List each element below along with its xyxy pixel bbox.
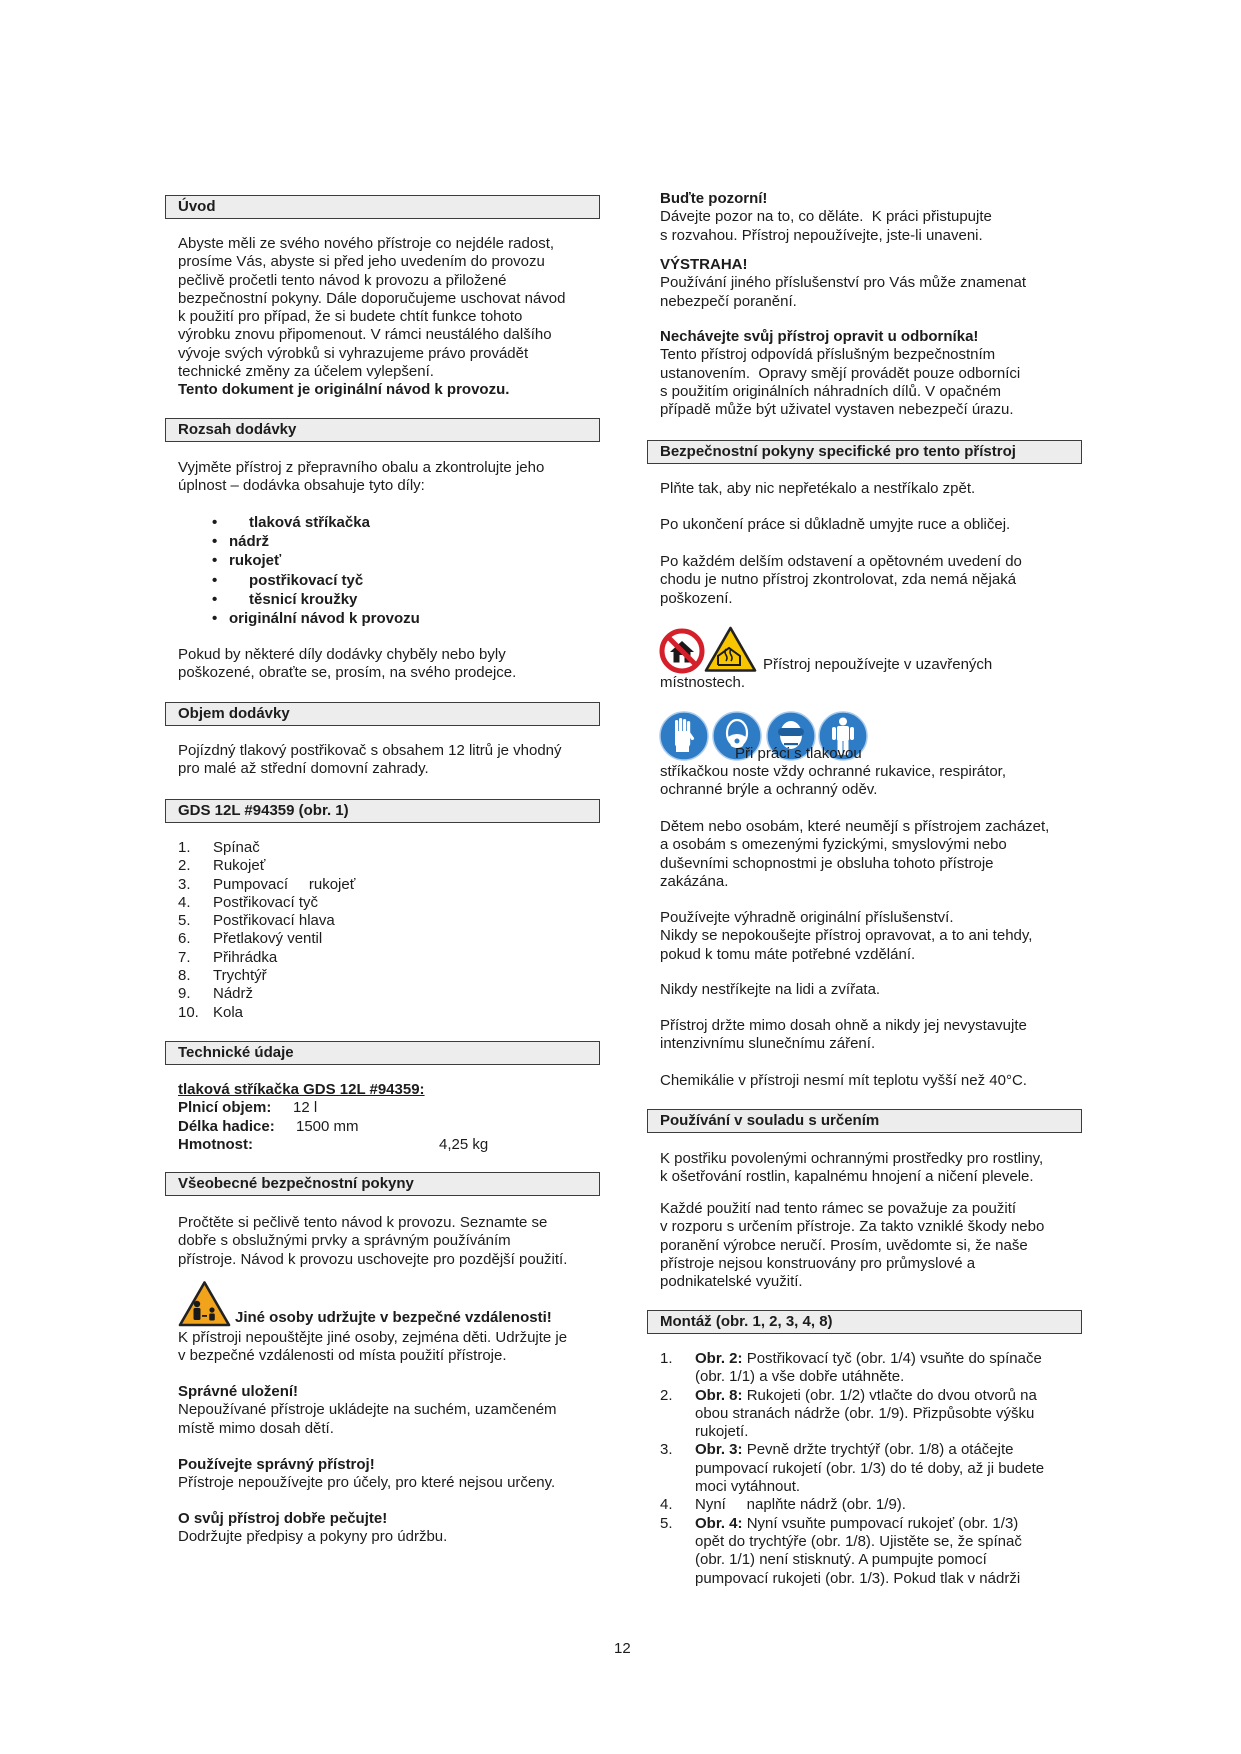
step-figure-ref: Obr. 8: bbox=[695, 1386, 743, 1404]
children-line: zakázána. bbox=[660, 872, 729, 890]
step-text: Pevně držte trychtýř (obr. 1/8) a otáčejte bbox=[746, 1441, 1014, 1459]
indoor-warning-line: Přístroj nepoužívejte v uzavřených bbox=[763, 656, 993, 673]
page-number bbox=[614, 1640, 631, 1658]
section-heading-intended-use: Používání v souladu s určením bbox=[647, 1109, 1082, 1133]
fill-instruction-text: Plňte tak, aby nic nepřetékalo a nestříkalo zpět. bbox=[660, 480, 976, 497]
warning-paragraph bbox=[660, 256, 1026, 311]
children-line: duševními schopnostmi je obsluha tohoto přístroje bbox=[660, 854, 994, 872]
misuse-line: v rozporu s určením přístroje. Za takto vzniklé škody nebo bbox=[660, 1218, 1045, 1236]
fill-instruction bbox=[660, 480, 975, 498]
ppe-text-start bbox=[735, 745, 862, 763]
section-heading-tech-data: Technické údaje bbox=[165, 1041, 600, 1065]
parts-list-item bbox=[178, 985, 578, 1003]
part-label: Nádrž bbox=[213, 985, 254, 1003]
part-number: 4. bbox=[178, 893, 191, 911]
repair-paragraph bbox=[660, 328, 1020, 419]
assembly-step bbox=[660, 1496, 1080, 1514]
step-text: opět do trychtýře (obr. 1/8). Ujistěte se, že spínač bbox=[695, 1532, 1022, 1550]
attention-title: Buďte pozorní! bbox=[660, 190, 768, 207]
page-number-text: 12 bbox=[614, 1640, 631, 1657]
part-number: 9. bbox=[178, 985, 191, 1003]
attention-line: Dávejte pozor na to, co děláte. K práci přistupujte bbox=[660, 208, 992, 226]
intro-line: vývoje svých výrobků si vyhrazujeme právo provádět bbox=[178, 344, 529, 362]
part-label: Přetlakový ventil bbox=[213, 930, 323, 948]
people-warning bbox=[660, 981, 880, 999]
step-text: Postřikovací tyč (obr. 1/4) vsuňte do spínače bbox=[746, 1350, 1042, 1367]
intro-line: prosíme Vás, abyste si před jeho uvedením do provozu bbox=[178, 253, 545, 271]
step-text: rukojetí. bbox=[695, 1423, 749, 1441]
step-number: 4. bbox=[660, 1496, 673, 1514]
assembly-step bbox=[660, 1350, 1080, 1368]
scope-item-label: nádrž bbox=[229, 533, 270, 551]
part-number: 5. bbox=[178, 912, 191, 930]
children-line: Dětem nebo osobám, které neumějí s přístrojem zacházet, bbox=[660, 818, 1050, 835]
accessories-paragraph bbox=[660, 909, 1032, 964]
bullet-icon: • bbox=[212, 533, 218, 551]
scope-item bbox=[212, 551, 572, 570]
section-heading-general-safety: Všeobecné bezpečnostní pokyny bbox=[165, 1172, 600, 1196]
intro-line: pečlivě pročetli tento návod k provozu a přiložené bbox=[178, 271, 507, 289]
general-safety-line: dobře s obslužnými prvky a správným používáním bbox=[178, 1232, 511, 1250]
tech-data-label: Hmotnost: bbox=[178, 1135, 253, 1153]
section-heading-assembly: Montáž (obr. 1, 2, 3, 4, 8) bbox=[647, 1310, 1082, 1334]
fire-line: Přístroj držte mimo dosah ohně a nikdy jej nevystavujte bbox=[660, 1017, 1027, 1034]
tech-data-value: 12 l bbox=[293, 1099, 318, 1117]
scope-item bbox=[212, 609, 572, 628]
parts-list-item bbox=[178, 857, 578, 875]
tech-data-row bbox=[178, 1136, 578, 1154]
step-text: (obr. 1/1) a vše dobře utáhněte. bbox=[695, 1368, 905, 1386]
part-number: 6. bbox=[178, 930, 191, 948]
section-heading-parts: GDS 12L #94359 (obr. 1) bbox=[165, 799, 600, 823]
storage-line: Nepoužívané přístroje ukládejte na suchém, uzamčeném bbox=[178, 1401, 557, 1419]
scope-outro-paragraph bbox=[178, 646, 516, 683]
part-number: 7. bbox=[178, 948, 191, 966]
assembly-step-continuation bbox=[660, 1368, 1080, 1386]
general-safety-line: přístroje. Návod k provozu uschovejte pro pozdější použití. bbox=[178, 1250, 568, 1268]
scope-item-label: originální návod k provozu bbox=[229, 609, 420, 627]
keep-distance-title bbox=[235, 1309, 552, 1327]
ppe-line: stříkačkou noste vždy ochranné rukavice, respirátor, bbox=[660, 763, 1006, 780]
section-heading-intro: Úvod bbox=[165, 195, 600, 219]
section-heading-scope: Rozsah dodávky bbox=[165, 418, 600, 442]
part-label: Kola bbox=[213, 1003, 244, 1021]
part-label: Postřikovací hlava bbox=[213, 912, 335, 930]
step-number: 5. bbox=[660, 1514, 673, 1532]
misuse-paragraph bbox=[660, 1200, 1044, 1291]
scope-item bbox=[212, 590, 572, 609]
part-label: Trychtýř bbox=[213, 967, 267, 985]
attention-paragraph bbox=[660, 190, 992, 245]
step-figure-ref: Obr. 2: bbox=[695, 1350, 743, 1367]
part-number: 2. bbox=[178, 857, 191, 875]
part-label: Přihrádka bbox=[213, 948, 278, 966]
tech-data-row bbox=[178, 1118, 578, 1136]
assembly-step-continuation bbox=[660, 1533, 1080, 1551]
tech-data bbox=[178, 1081, 578, 1154]
indoor-warning-text bbox=[763, 656, 992, 674]
step-number: 3. bbox=[660, 1441, 673, 1459]
intro-line: Abyste měli ze svého nového přístroje co nejdéle radost, bbox=[178, 235, 555, 252]
check-line: Po každém delším odstavení a opětovném uvedení do bbox=[660, 553, 1022, 570]
scope-outro-line: Pokud by některé díly dodávky chyběly nebo byly bbox=[178, 646, 506, 663]
scope-item bbox=[212, 571, 572, 590]
volume-paragraph bbox=[178, 742, 562, 779]
gloves-icon bbox=[660, 712, 708, 760]
assembly-step bbox=[660, 1387, 1080, 1405]
original-manual-notice: Tento dokument je originální návod k provozu. bbox=[178, 381, 510, 399]
step-number: 2. bbox=[660, 1386, 673, 1404]
care-title: O svůj přístroj dobře pečujte! bbox=[178, 1510, 388, 1527]
assembly-steps bbox=[660, 1350, 1080, 1588]
ppe-line: Při práci s tlakovou bbox=[735, 745, 862, 762]
assembly-step bbox=[660, 1441, 1080, 1459]
wash-instruction bbox=[660, 516, 1010, 534]
keep-distance-title-text: Jiné osoby udržujte v bezpečné vzdálenosti! bbox=[235, 1309, 552, 1326]
general-safety-line: Pročtěte si pečlivě tento návod k provozu. Seznamte se bbox=[178, 1214, 548, 1231]
step-text: Nyní vsuňte pumpovací rukojeť (obr. 1/3) bbox=[746, 1514, 1019, 1532]
warning-line: Používání jiného příslušenství pro Vás může znamenat bbox=[660, 274, 1027, 292]
intro-line: bezpečnostní pokyny. Dále doporučujeme uschovat návod bbox=[178, 289, 566, 307]
repair-line: případě může být uživatel vystaven nebezpečí úrazu. bbox=[660, 401, 1014, 419]
intended-use-line: K postřiku povolenými ochrannými prostředky pro rostliny, bbox=[660, 1150, 1044, 1167]
accessories-line: Používejte výhradně originální příslušenství. bbox=[660, 909, 954, 926]
right-tool-paragraph bbox=[178, 1456, 555, 1493]
step-text: (obr. 1/1) není stisknutý. A pumpujte pomocí bbox=[695, 1551, 987, 1569]
temperature-warning-text: Chemikálie v přístroji nesmí mít teplotu vyšší než 40°C. bbox=[660, 1072, 1027, 1089]
repair-line: s použitím originálních náhradních dílů. V opačném bbox=[660, 382, 1002, 400]
check-line: poškození. bbox=[660, 589, 733, 607]
step-text: obou stranách nádrže (obr. 1/9). Přizpůsobte výšku bbox=[695, 1404, 1035, 1422]
step-text: Nyní naplňte nádrž (obr. 1/9). bbox=[695, 1496, 906, 1514]
assembly-step-continuation bbox=[660, 1551, 1080, 1569]
step-figure-ref: Obr. 3: bbox=[695, 1441, 743, 1459]
scope-item-label: tlaková stříkačka bbox=[249, 514, 370, 531]
storage-line: místě mimo dosah dětí. bbox=[178, 1419, 334, 1437]
scope-item-label: rukojeť bbox=[229, 552, 282, 570]
bullet-icon: • bbox=[212, 590, 218, 608]
section-heading-specific-safety: Bezpečnostní pokyny specifické pro tento přístroj bbox=[647, 440, 1082, 464]
check-line: chodu je nutno přístroj zkontrolovat, zda nemá nějaká bbox=[660, 571, 1017, 589]
part-label: Postřikovací tyč bbox=[213, 893, 319, 911]
part-label: Pumpovací rukojeť bbox=[213, 875, 356, 893]
assembly-step-continuation bbox=[660, 1460, 1080, 1478]
scope-item bbox=[212, 532, 572, 551]
tech-data-label: Délka hadice: bbox=[178, 1117, 275, 1135]
fire-paragraph bbox=[660, 1017, 1027, 1054]
people-warning-text: Nikdy nestříkejte na lidi a zvířata. bbox=[660, 981, 881, 998]
misuse-line: Každé použití nad tento rámec se považuje za použití bbox=[660, 1200, 1017, 1217]
keep-distance-line: K přístroji nepouštějte jiné osoby, zejména děti. Udržujte je bbox=[178, 1329, 568, 1346]
assembly-step-continuation bbox=[660, 1478, 1080, 1496]
step-text: moci vytáhnout. bbox=[695, 1478, 801, 1496]
tech-data-label: Plnicí objem: bbox=[178, 1099, 272, 1117]
step-figure-ref: Obr. 4: bbox=[695, 1514, 743, 1532]
indoor-hazard-warning-icon bbox=[704, 625, 757, 673]
part-label: Spínač bbox=[213, 839, 260, 856]
part-number: 10. bbox=[178, 1003, 199, 1021]
volume-line: pro malé až střední domovní zahrady. bbox=[178, 760, 429, 778]
bullet-icon: • bbox=[212, 514, 218, 531]
children-paragraph bbox=[660, 818, 1049, 891]
indoor-warning-line: místnostech. bbox=[660, 674, 746, 691]
parts-list-item bbox=[178, 967, 578, 985]
intro-paragraph bbox=[178, 235, 565, 400]
part-number: 1. bbox=[178, 839, 191, 856]
part-number: 3. bbox=[178, 875, 191, 893]
misuse-line: poranění výrobce neručí. Prosím, uvědomte si, že naše bbox=[660, 1236, 1028, 1254]
tech-data-value: 1500 mm bbox=[296, 1117, 359, 1135]
assembly-step-continuation bbox=[660, 1405, 1080, 1423]
scope-intro-paragraph bbox=[178, 459, 544, 496]
storage-paragraph bbox=[178, 1383, 557, 1438]
no-indoor-use-prohibition-icon bbox=[659, 628, 705, 674]
warning-line: nebezpečí poranění. bbox=[660, 292, 797, 310]
right-tool-line: Přístroje nepoužívejte pro účely, pro které nejsou určeny. bbox=[178, 1474, 556, 1492]
intro-line: výrobku znovu připomenout. V rámci neustálého dalšího bbox=[178, 326, 552, 344]
right-tool-title: Používejte správný přístroj! bbox=[178, 1456, 375, 1473]
parts-list-item bbox=[178, 949, 578, 967]
bullet-icon: • bbox=[212, 609, 218, 627]
scope-intro-line: Vyjměte přístroj z přepravního obalu a zkontrolujte jeho bbox=[178, 459, 545, 476]
section-heading-volume: Objem dodávky bbox=[165, 702, 600, 726]
bullet-icon: • bbox=[212, 571, 218, 589]
repair-title: Nechávejte svůj přístroj opravit u odborníka! bbox=[660, 328, 979, 345]
repair-line: Tento přístroj odpovídá příslušným bezpečnostním bbox=[660, 346, 996, 364]
scope-item-list bbox=[212, 513, 572, 628]
scope-item bbox=[212, 513, 572, 532]
scope-item-label: postřikovací tyč bbox=[249, 571, 364, 589]
scope-intro-line: úplnost – dodávka obsahuje tyto díly: bbox=[178, 477, 425, 495]
parts-list-item bbox=[178, 912, 578, 930]
parts-list-item bbox=[178, 876, 578, 894]
keep-distance-line: v bezpečné vzdálenosti od místa použití přístroje. bbox=[178, 1347, 507, 1365]
step-text: pumpovací rukojetí (obr. 1/3) do té doby, až ji budete bbox=[695, 1459, 1045, 1477]
assembly-step bbox=[660, 1515, 1080, 1533]
intended-use-line: k ošetřování rostlin, kapalnému hnojení a ničení plevele. bbox=[660, 1168, 1034, 1186]
fire-line: intenzivnímu slunečnímu záření. bbox=[660, 1035, 876, 1053]
tech-data-value: 4,25 kg bbox=[439, 1135, 489, 1153]
parts-list-item bbox=[178, 894, 578, 912]
intro-line: technické změny za účelem vylepšení. bbox=[178, 363, 434, 381]
misuse-line: přístroje nejsou konstruovány pro průmyslové a bbox=[660, 1254, 976, 1272]
parts-list-item bbox=[178, 930, 578, 948]
part-number: 8. bbox=[178, 967, 191, 985]
indoor-warning-continuation bbox=[660, 674, 745, 692]
ppe-paragraph bbox=[660, 763, 1006, 800]
intro-line: k použití pro případ, že si budete chtít funkce tohoto bbox=[178, 308, 523, 326]
volume-line: Pojízdný tlakový postřikovač s obsahem 12 litrů je vhodný bbox=[178, 742, 562, 759]
warning-title: VÝSTRAHA! bbox=[660, 256, 748, 273]
tech-data-title: tlaková stříkačka GDS 12L #94359: bbox=[178, 1081, 425, 1098]
general-safety-paragraph bbox=[178, 1214, 567, 1269]
wash-instruction-text: Po ukončení práce si důkladně umyjte ruce a obličej. bbox=[660, 516, 1011, 533]
accessories-line: Nikdy se nepokoušejte přístroj opravovat, a to ani tehdy, bbox=[660, 927, 1033, 945]
bullet-icon: • bbox=[212, 552, 218, 570]
parts-list-item bbox=[178, 839, 578, 857]
assembly-step-continuation bbox=[660, 1570, 1080, 1588]
ppe-line: ochranné brýle a ochranný oděv. bbox=[660, 781, 878, 799]
step-number: 1. bbox=[660, 1350, 673, 1367]
accessories-line: pokud k tomu máte potřebné vzdělání. bbox=[660, 945, 916, 963]
parts-list-item bbox=[178, 1004, 578, 1022]
keep-distance-paragraph bbox=[178, 1329, 567, 1366]
care-paragraph bbox=[178, 1510, 447, 1547]
assembly-step-continuation bbox=[660, 1423, 1080, 1441]
repair-line: ustanovením. Opravy smějí provádět pouze odborníci bbox=[660, 364, 1021, 382]
step-text: Rukojeti (obr. 1/2) vtlačte do dvou otvorů na bbox=[746, 1386, 1037, 1404]
tech-data-row bbox=[178, 1099, 578, 1117]
keep-distance-warning-icon bbox=[178, 1280, 231, 1327]
attention-line: s rozvahou. Přístroj nepoužívejte, jste-li unaveni. bbox=[660, 226, 983, 244]
misuse-line: podnikatelské využití. bbox=[660, 1273, 803, 1291]
care-line: Dodržujte předpisy a pokyny pro údržbu. bbox=[178, 1528, 448, 1546]
parts-list bbox=[178, 839, 578, 1022]
temperature-warning bbox=[660, 1072, 1027, 1090]
check-paragraph bbox=[660, 553, 1022, 608]
children-line: a osobám s omezenými fyzickými, smyslovými nebo bbox=[660, 836, 1007, 854]
scope-outro-line: poškozené, obraťte se, prosím, na svého prodejce. bbox=[178, 664, 517, 682]
part-label: Rukojeť bbox=[213, 857, 266, 875]
intended-use-paragraph bbox=[660, 1150, 1043, 1187]
step-text: pumpovací rukojeti (obr. 1/3). Pokud tlak v nádrži bbox=[695, 1569, 1021, 1587]
storage-title: Správné uložení! bbox=[178, 1383, 299, 1400]
scope-item-label: těsnicí kroužky bbox=[249, 590, 358, 608]
